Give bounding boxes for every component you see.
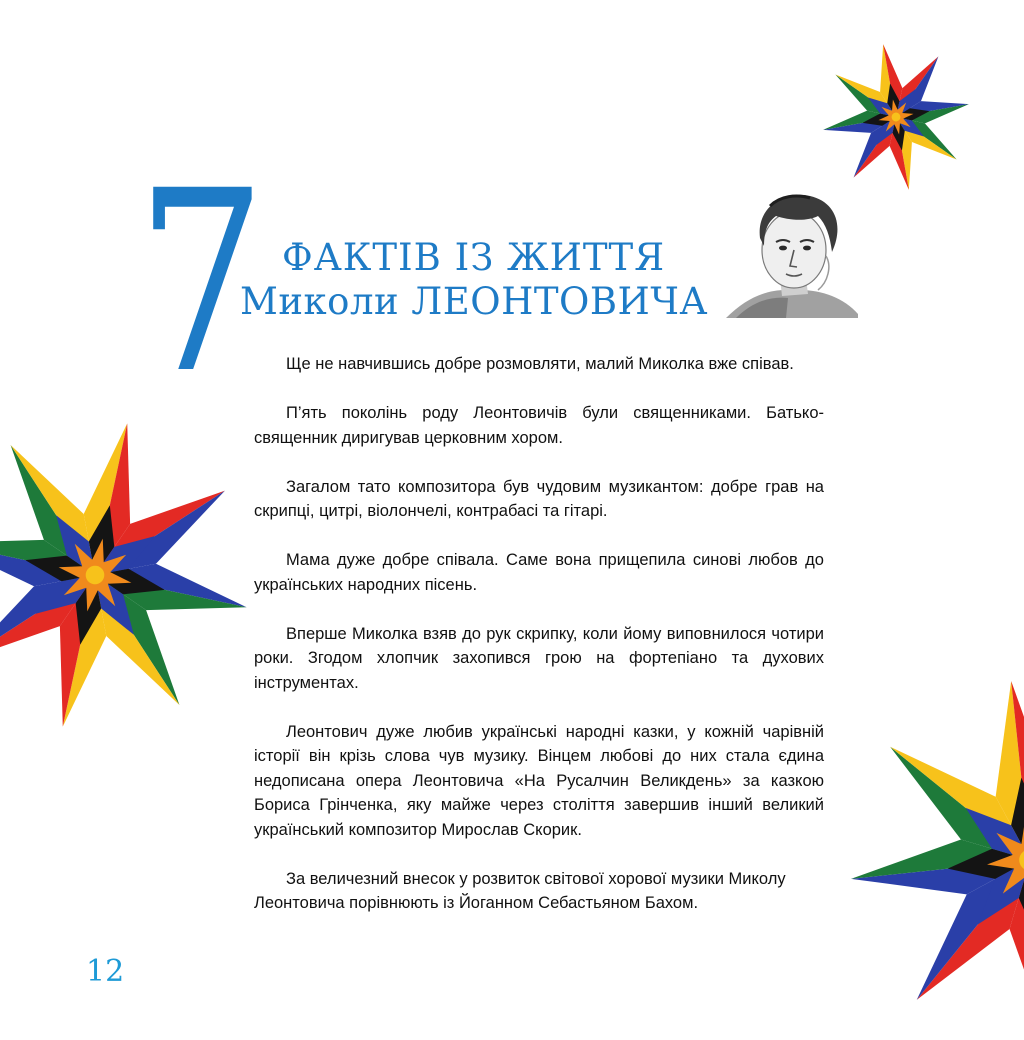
facts-list	[254, 352, 824, 940]
fact-paragraph: Загалом тато композитора був чудовим музикантом: добре грав на скрипці, цитрі, віолончелі, контрабасі та гітарі.	[254, 475, 824, 524]
leontovych-portrait	[726, 186, 858, 318]
title-line-1: ФАКТІВ ІЗ ЖИТТЯ	[282, 236, 665, 280]
star-ornament-bottom-right	[850, 680, 1024, 1040]
star-icon	[0, 420, 250, 730]
title-number: 7	[136, 158, 266, 408]
fact-paragraph: Мама дуже добре співала. Саме вона прищепила синові любов до українських народних пісень.	[254, 548, 824, 597]
star-ornament-left	[0, 420, 250, 730]
page-number: 12	[86, 954, 124, 989]
fact-paragraph: П’ять поколінь роду Леонтовичів були священниками. Батько-священник диригував церковним хором.	[254, 401, 824, 450]
fact-paragraph: Ще не навчившись добре розмовляти, малий Миколка вже співав.	[254, 352, 824, 377]
fact-paragraph: Вперше Миколка взяв до рук скрипку, коли йому виповнилося чотири роки. Згодом хлопчик захопився грою на фортепіано та духових інструментах.	[254, 622, 824, 696]
star-icon	[850, 680, 1024, 1040]
star-ornament-top-right	[822, 40, 970, 194]
fact-paragraph: Леонтович дуже любив українські народні казки, у кожній чарівній історії він крізь слова чув музику. Вінцем любові до них стала єдина недописана опера Леонтовича «На Русалчин Великдень» за казкою Бориса Грінченка, яку майже через століття завершив інший великий український композитор Мирослав Скорик.	[254, 720, 824, 843]
star-icon	[822, 40, 970, 194]
fact-paragraph: За величезний внесок у розвиток світової хорової музики Миколу Леонтовича порівнюють із Йоганном Себастьяном Бахом.	[254, 867, 824, 916]
title-line-2: Миколи ЛЕОНТОВИЧА	[240, 280, 708, 324]
